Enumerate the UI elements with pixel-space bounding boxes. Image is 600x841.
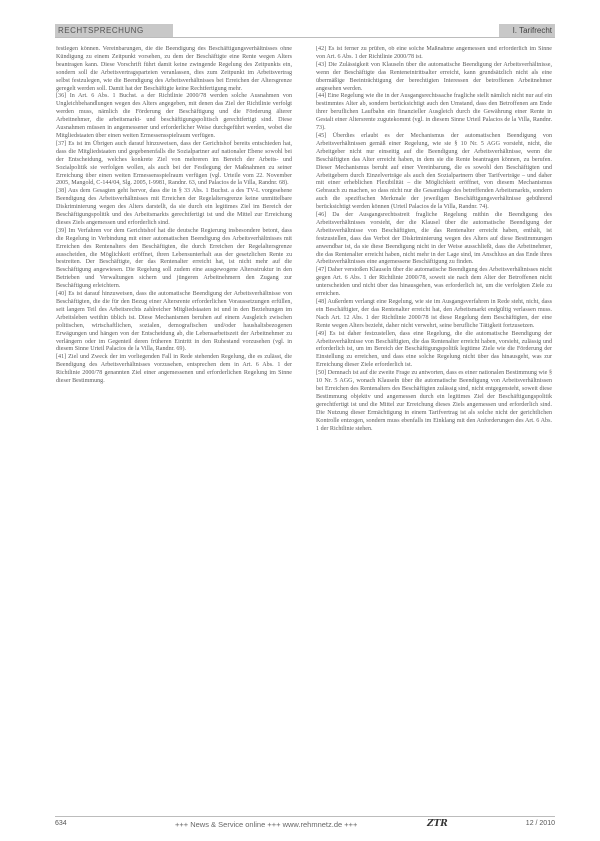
paragraph: [44] Eine Regelung wie die in der Ausgangsrechtssache fragliche stellt nämlich nicht nur auf ein bestimmtes Alter ab, sondern berücksichtigt auch den Umstand, dass den Betroffenen am Ende ihrer beruflichen Laufbahn ein finanzieller Ausgleich durch die Gewährung einer Rente in Gestalt einer Altersrente zugutekommt (vgl. in diesem Sinne Urteil Palacios de la Villa, Randnr. 73). (316, 93, 552, 132)
page-footer (55, 820, 555, 834)
right-column (316, 46, 552, 816)
header-rule (55, 37, 555, 38)
paragraph: [36] In Art. 6 Abs. 1 Buchst. a der Richtlinie 2000/78 werden solche Ausnahmen von Ungleichbehandlungen wegen des Alters angegeben, mit denen das Ziel der Richtlinie verfolgt werden muss, nämlich die Förderung der Beschäftigung und die Förderung älterer Arbeitnehmer, die arbeitsmarkt- und beschäftigungspolitisch gerechtfertigt sind. Diese Ausnahmen müssen in angemessener und erforderlicher Weise durchgeführt werden, wobei die Mitgliedstaaten über einen weiten Ermessensspielraum verfügen. (56, 93, 292, 139)
page-number: 634 (55, 820, 67, 827)
area-label: I. Tarifrecht (499, 24, 555, 37)
paragraph: [37] Es ist im Übrigen auch darauf hinzuweisen, dass der Gerichtshof bereits entschieden hat, dass die Mitgliedstaaten und gegebenenfalls die Sozialpartner auf nationaler Ebene sowohl bei der Entscheidung, welches konkrete Ziel von mehreren im Bereich der Arbeits- und Sozialpolitik sie verfolgen wollen, als auch bei der Festlegung der Maßnahmen zu seiner Erreichung über einen weiten Ermessensspielraum verfügen (vgl. Urteile vom 22. November 2005, Mangold, C-144/04, Slg. 2005, I-9981, Randnr. 63, und Palacios de la Villa, Randnr. 68). (56, 140, 292, 187)
section-label: RECHTSPRECHUNG (55, 24, 173, 37)
paragraph: [40] Es ist darauf hinzuweisen, dass die automatische Beendigung der Arbeitsverhältnisse von Beschäftigten, die die für den Bezug einer Altersrente erforderlichen Voraussetzungen erfüllen, seit langem Teil des Arbeitsrechts zahlreicher Mitgliedstaaten ist und in den Beziehungen im Arbeitsleben weithin üblich ist. Diese Mechanismen beruhen auf einem Ausgleich zwischen politischen, wirtschaftlichen, sozialen, demografischen und/oder haushaltsbezogenen Erwägungen und hängen von der Entscheidung ab, die Lebensarbeitszeit der Arbeitnehmer zu verlängern oder im Gegenteil deren früheren Eintritt in den Ruhestand vorzusehen (vgl. in diesem Sinne Urteil Palacios de la Villa, Randnr. 69). (56, 291, 292, 353)
paragraph: [49] Es ist daher festzustellen, dass eine Regelung, die die automatische Beendigung der Arbeitsverhältnisse von Beschäftigten, die das Rentenalter erreicht haben, vorsieht, zulässig und erforderlich ist, um im Bereich der Beschäftigungspolitik legitime Ziele wie die Förderung der Einstellung zu erreichen, und dass eine solche Regelung nicht über das hinausgeht, was zur Erreichung dieser Ziele erforderlich ist. (316, 330, 552, 369)
paragraph: [41] Ziel und Zweck der im vorliegenden Fall in Rede stehenden Regelung, die es zulässt, die Beendigung des Arbeitsverhältnisses vorzusehen, entsprechen dem in Art. 6 Abs. 1 der Richtlinie 2000/78 genannten Ziel einer angemessenen und erforderlichen Regelung im Sinne dieser Bestimmung. (56, 354, 292, 385)
journal-logo: ZTR (427, 819, 448, 829)
paragraph: [47] Daher verstoßen Klauseln über die automatische Beendigung des Arbeitsverhältnisses nicht gegen Art. 6 Abs. 1 der Richtlinie 2000/78, soweit sie nach dem Alter der Betroffenen nicht unterscheiden und nicht über das hinausgehen, was erforderlich ist, um die verfolgten Ziele zu erreichen. (316, 267, 552, 298)
paragraph: [45] Überdies erlaubt es der Mechanismus der automatischen Beendigung von Arbeitsverhältnissen gemäß einer Regelung, wie sie § 10 Nr. 5 AGG vorsieht, nicht, die Arbeitgeber nicht nur einseitig auf die Beendigung der Arbeitsverhältnisse, wenn die Beschäftigten das Alter erreicht haben, in dem sie die Rente beantragen können, zu berufen. Dieser Mechanismus beruht auf einer Vereinbarung, die es sowohl den Beschäftigten und Arbeitgebern durch Einzelverträge als auch den Sozialpartnern über Tarifverträge – und daher mit einer erheblichen Flexibilität – die Möglichkeit eröffnet, von diesem Mechanismus Gebrauch zu machen, so dass nicht nur die Gesamtlage des betreffenden Arbeitsmarkts, sondern auch die spezifischen Merkmale der jeweiligen Beschäftigungsverhältnisse gebührend berücksichtigt werden können (Urteil Palacios de la Villa, Randnr. 74). (316, 132, 552, 211)
footer-rule (55, 816, 555, 817)
footer-banner: +++ News & Service online +++ www.rehmnetz.de +++ (175, 820, 358, 829)
issue-number: 12 / 2010 (525, 820, 555, 827)
paragraph: [50] Demnach ist auf die zweite Frage zu antworten, dass es einer nationalen Bestimmung wie § 10 Nr. 5 AGG, wonach Klauseln über die automatische Beendigung von Arbeitsverhältnissen bei Erreichen des Rentenalters des Beschäftigten zulässig sind, nicht entgegensteht, soweit diese Bestimmung objektiv und angemessen durch ein legitimes Ziel der Beschäftigungspolitik gerechtfertigt ist und die Mittel zur Erreichung dieses Ziels angemessen und erforderlich sind. Die Nutzung dieser Ermächtigung in einem Tarifvertrag ist als solche nicht der gerichtlichen Kontrolle entzogen, sondern muss ebenfalls im Einklang mit den Anforderungen des Art. 6 Abs. 1 der Richtlinie stehen. (316, 370, 552, 432)
left-column (56, 46, 292, 816)
paragraph: [46] Da der Ausgangsrechtsstreit fragliche Regelung mithin die Beendigung des Arbeitsverhältnisses vorsieht, der die Klausel über die automatische Beendigung der Arbeitsverhältnisse von Beschäftigten, die das Rentenalter erreicht haben, enthält, ist festzustellen, dass das Verbot der Diskriminierung wegen des Alters auf diese Bestimmungen anwendbar ist, da sie diese Beendigung nicht in der Weise ausschließt, dass die Arbeitnehmer, die das Rentenalter erreicht haben, nicht mehr in der Lage sind, im Anschluss an das Ende ihres Arbeitsverhältnisses eine angemessene Beschäftigung zu finden. (316, 212, 552, 266)
paragraph: [43] Die Zulässigkeit von Klauseln über die automatische Beendigung der Arbeitsverhältnisse, wenn der Beschäftigte das Renteneintrittsalter erreicht, kann grundsätzlich nicht als eine übermäßige Beeinträchtigung der berechtigten Interessen der betroffenen Arbeitnehmer angesehen werden. (316, 61, 552, 92)
paragraph: [42] Es ist ferner zu prüfen, ob eine solche Maßnahme angemessen und erforderlich im Sinne von Art. 6 Abs. 1 der Richtlinie 2000/78 ist. (316, 46, 552, 60)
page-header (55, 24, 555, 38)
paragraph: [39] Im Verfahren vor dem Gerichtshof hat die deutsche Regierung insbesondere betont, dass die Regelung in Verbindung mit einer automatischen Beendigung des Arbeitsverhältnisses mit Erreichen des Rentenalters den Beschäftigten, die durch Erreichen der Regelaltersgrenze ausscheiden, die Möglichkeit eröffnet, ihren Lebensunterhalt aus der gesetzlichen Rente zu bestreiten. Der Beschäftigte, der das Rentenalter erreicht hat, ist nicht mehr auf die Beschäftigung angewiesen. Die Regelung soll zudem eine ausgewogene Altersstruktur in den Betrieben und Verwaltungen sichern und jüngeren Arbeitnehmern den Zugang zur Beschäftigung erleichtern. (56, 227, 292, 290)
paragraph: [38] Aus dem Gesagten geht hervor, dass die in § 33 Abs. 1 Buchst. a des TV-L vorgesehene Beendigung des Arbeitsverhältnisses mit Erreichen der Regelaltersgrenze keine unmittelbare Diskriminierung wegen des Alters darstellt, da sie durch ein legitimes Ziel im Bereich der Beschäftigungspolitik und des Arbeitsmarkts gerechtfertigt ist und die Mittel zur Erreichung dieses Ziels angemessen und erforderlich sind. (56, 188, 292, 226)
paragraph: festlegen können. Vereinbarungen, die die Beendigung des Beschäftigungsverhältnisses ohne Kündigung zu einem Zeitpunkt vorsehen, zu dem der Beschäftigte eine Rente wegen Alters beantragen kann. Diese Vorschrift führt damit keine zwingende Regelung des Zeitpunkts ein, sondern soll die Arbeitsvertragsparteien veranlassen, dies zum Zeitpunkt im Arbeitsvertrag selbst festzulegen, wie die Beendigung des Arbeitsverhältnisses bei Erreichen der Altersgrenze geregelt werden soll. Damit hat der Beschäftigte keine Rechtfertigung mehr. (56, 46, 292, 92)
paragraph: [48] Außerdem verlangt eine Regelung, wie sie im Ausgangsverfahren in Rede steht, nicht, dass ein Beschäftigter, der das Rentenalter erreicht hat, den Arbeitsmarkt endgültig verlassen muss. Nach Art. 12 Abs. 1 der Richtlinie 2000/78 ist diese Regelung dem Beschäftigten, der eine Rente wegen Alters bezieht, daher nicht verwehrt, seine berufliche Tätigkeit fortzusetzen. (316, 299, 552, 329)
